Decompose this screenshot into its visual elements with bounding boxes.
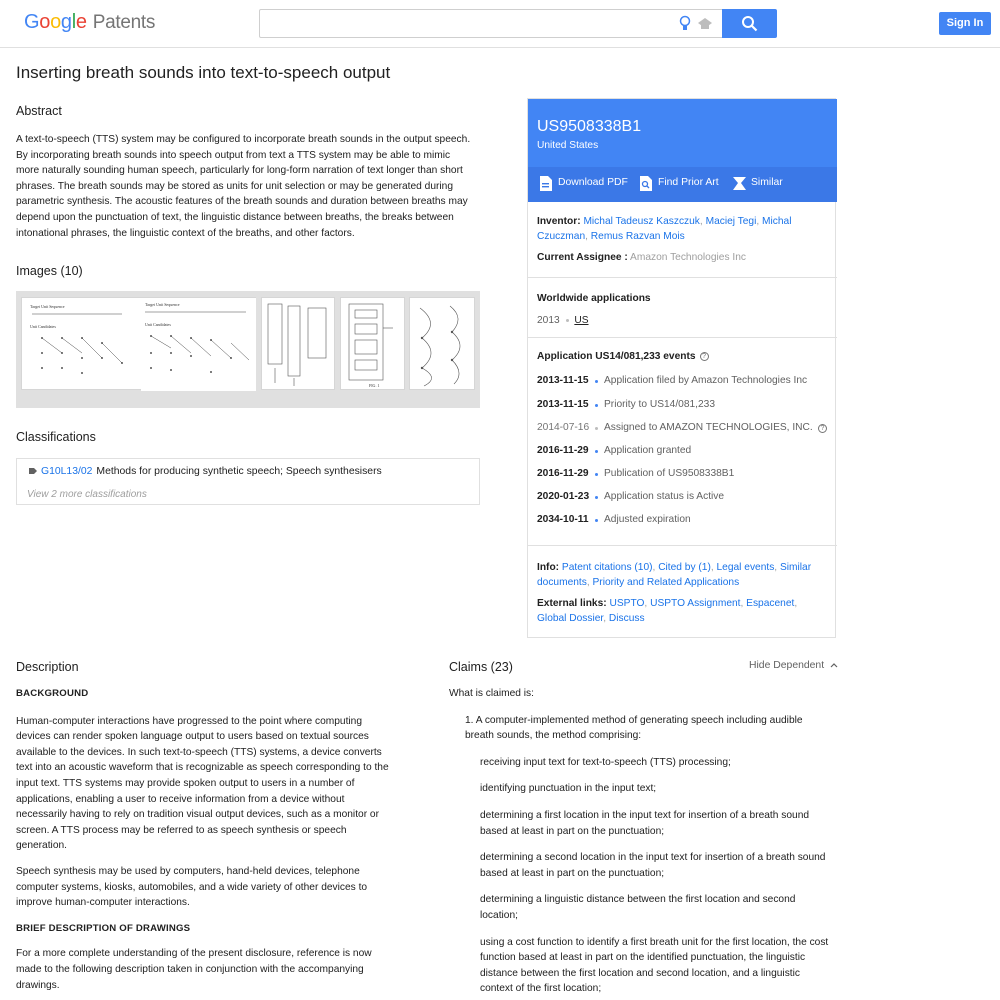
pdf-icon bbox=[539, 176, 552, 191]
search-box[interactable] bbox=[259, 9, 723, 38]
claim-step: determining a linguistic distance between the first location and second location; bbox=[480, 894, 796, 921]
events-heading: Application US14/081,233 events ? bbox=[537, 349, 827, 364]
event-row: 2016-11-29 Publication of US9508338B1 bbox=[537, 468, 735, 479]
description-paragraph: Human-computer interactions have progressed to the point where computing devices can render spoken language output to users based on textual sources available to the devices. In such text-to-speech (TTS) systems, a device converts text into an acoustic waveform that is recognizable as speech corresponding to the input text. TTS systems may provide spoken output to users in a number of applications, enabling a user to receive information from a device without necessarily having to rely on tradition visual output devices, such as a monitor or screen. A TTS process may be referred to as speech synthesis or speech generation. bbox=[16, 715, 389, 852]
dot bbox=[566, 319, 569, 322]
info-link[interactable]: Legal events bbox=[716, 562, 775, 573]
event-row: 2020-01-23 Application status is Active bbox=[537, 491, 725, 502]
classifications-heading: Classifications bbox=[16, 430, 96, 444]
brief-description-heading: BRIEF DESCRIPTION OF DRAWINGS bbox=[16, 922, 191, 934]
info-link[interactable]: Patent citations (10) bbox=[561, 562, 653, 573]
inventor-link[interactable]: Michal Tadeusz Kaszczuk bbox=[583, 216, 700, 227]
event-row: 2013-11-15 Application filed by Amazon Technologies Inc bbox=[537, 375, 808, 386]
thumb-label: Target Unit Sequence bbox=[30, 304, 65, 309]
figure-drawing bbox=[410, 298, 476, 391]
claim-step: determining a second location in the input text for insertion of a breath sound based at least in part on the punctuation; bbox=[480, 852, 826, 879]
similar-label: Similar bbox=[751, 177, 783, 188]
help-icon[interactable]: ? bbox=[700, 352, 709, 361]
scholar-icon[interactable] bbox=[697, 16, 713, 32]
claim-step: identifying punctuation in the input text; bbox=[480, 783, 657, 795]
image-thumbnail-4[interactable] bbox=[340, 297, 405, 390]
worldwide-heading: Worldwide applications bbox=[537, 293, 651, 304]
find-prior-art-label: Find Prior Art bbox=[658, 177, 719, 188]
page-title: Inserting breath sounds into text-to-speech output bbox=[16, 63, 391, 82]
claim-step: determining a first location in the input text for insertion of a breath sound based at least in part on the punctuation; bbox=[480, 809, 810, 837]
inventors: Inventor: Michal Tadeusz Kaszczuk, Maciej Tegi, Michal Czuczman, Remus Razvan Mois bbox=[537, 216, 792, 242]
description-body bbox=[16, 686, 396, 1000]
panel-actions bbox=[528, 167, 837, 202]
logo-google: Google bbox=[24, 11, 87, 33]
image-thumbnail-3[interactable] bbox=[261, 297, 335, 390]
classifications-box bbox=[16, 458, 480, 505]
info-link[interactable]: Cited by (1) bbox=[658, 562, 711, 573]
thumb-label: Target Unit Sequence bbox=[145, 302, 180, 307]
claim-step: receiving input text for text-to-speech (TTS) processing; bbox=[480, 756, 731, 768]
images-heading: Images (10) bbox=[16, 264, 83, 278]
thumb-label: FIG. 1 bbox=[369, 383, 380, 388]
images-strip bbox=[16, 291, 480, 408]
classification-desc: Methods for producing synthetic speech; Speech synthesisers bbox=[96, 466, 382, 477]
lightbulb-icon[interactable] bbox=[678, 15, 692, 33]
background-heading: BACKGROUND bbox=[16, 688, 89, 699]
external-link[interactable]: Espacenet bbox=[746, 598, 795, 609]
worldwide-country-link[interactable]: US bbox=[574, 315, 589, 326]
divider bbox=[528, 545, 837, 546]
event-row: 2014-07-16 Assigned to AMAZON TECHNOLOGIES, INC. ? bbox=[537, 422, 832, 438]
search-icon bbox=[741, 15, 758, 32]
publication-number: US9508338B1 bbox=[537, 118, 642, 135]
search-button[interactable] bbox=[722, 9, 777, 38]
description-heading: Description bbox=[16, 660, 79, 674]
event-row: 2013-11-15 Priority to US14/081,233 bbox=[537, 399, 715, 410]
worldwide-apps bbox=[537, 313, 827, 328]
similar-icon bbox=[733, 176, 746, 191]
patent-info-panel bbox=[527, 98, 836, 638]
event-row: 2016-11-29 Application granted bbox=[537, 445, 692, 456]
event-row: 2034-10-11 Adjusted expiration bbox=[537, 514, 691, 525]
google-patents-logo[interactable] bbox=[24, 11, 155, 34]
claim-1: 1. A computer-implemented method of generating speech including audible breath sounds, the method comprising: bbox=[465, 714, 803, 742]
info-link[interactable]: Similar documents bbox=[537, 562, 812, 588]
abstract-heading: Abstract bbox=[16, 104, 62, 118]
thumb-label: Unit Candidates bbox=[145, 322, 171, 327]
chevron-up-icon bbox=[830, 662, 838, 668]
claims-heading: Claims (23) bbox=[449, 660, 513, 674]
classification-code-link[interactable]: G10L13/02 bbox=[41, 466, 93, 477]
top-bar bbox=[0, 0, 1000, 48]
claim-step: using a cost function to identify a first breath unit for the first location, the cost function based at least in part on the identified punctuation, the linguistic distance between the first location and second location, and a linguistic context of the first location; bbox=[480, 936, 829, 995]
divider bbox=[528, 277, 837, 278]
figure-drawing bbox=[141, 298, 256, 389]
external-links: External links: USPTO, USPTO Assignment, Espacenet, Global Dossier, Discuss bbox=[537, 598, 798, 624]
external-link[interactable]: USPTO bbox=[609, 598, 645, 609]
figure-drawing bbox=[341, 298, 406, 391]
external-link[interactable]: Discuss bbox=[608, 613, 645, 624]
claims-intro: What is claimed is: bbox=[449, 688, 534, 699]
inventor-link[interactable]: Maciej Tegi bbox=[705, 216, 757, 227]
external-link[interactable]: USPTO Assignment bbox=[650, 598, 741, 609]
description-paragraph: Speech synthesis may be used by computers, hand-held devices, telephone computer systems, kiosks, automobiles, and a wide variety of other devices to improve human-computer interactions. bbox=[16, 865, 368, 909]
info-links: Info: Patent citations (10), Cited by (1), Legal events, Similar documents, Priority and Related Applications bbox=[537, 562, 812, 588]
worldwide-year: 2013 bbox=[537, 315, 560, 326]
abstract-text: A text-to-speech (TTS) system may be configured to incorporate breath sounds in the output speech. By incorporating breath sounds into speech output from text a TTS system may be able to mimic more naturally sounding human speech, particularly for long-form narration of text longer than short phrases. The breath sounds may be stored as units for unit selection or may be generated during parametric synthesis. The acoustic features of the breath sounds and duration between breaths may depend upon the punctuation of text, the linguistic distance between breaths, the breaks between intonational phrases, the linguistic context of the breaths, and other factors. bbox=[16, 134, 471, 239]
current-assignee bbox=[537, 250, 827, 265]
classification-row bbox=[29, 466, 382, 477]
more-classifications-link[interactable]: View 2 more classifications bbox=[27, 489, 147, 500]
logo-patents: Patents bbox=[92, 12, 156, 33]
inventor-link[interactable]: Remus Razvan Mois bbox=[590, 231, 685, 242]
country: United States bbox=[537, 140, 599, 151]
thumb-label: Unit Candidates bbox=[30, 324, 56, 329]
assignee-label: Current Assignee : bbox=[537, 252, 628, 263]
image-thumbnail-5[interactable] bbox=[409, 297, 475, 390]
prior-art-icon bbox=[639, 176, 652, 191]
description-paragraph: For a more complete understanding of the present disclosure, reference is now made to the following description taken in conjunction with the accompanying drawings. bbox=[16, 948, 372, 991]
external-link[interactable]: Global Dossier bbox=[537, 613, 604, 624]
tag-icon bbox=[29, 467, 37, 475]
search-input[interactable] bbox=[266, 14, 666, 34]
assignee-value: Amazon Technologies Inc bbox=[630, 252, 746, 263]
inventor-label: Inventor: bbox=[537, 216, 581, 227]
hide-dependent-label: Hide Dependent bbox=[749, 660, 825, 671]
info-link[interactable]: Priority and Related Applications bbox=[592, 577, 740, 588]
sign-in-button[interactable]: Sign In bbox=[939, 12, 991, 35]
image-thumbnail-2[interactable] bbox=[141, 298, 256, 391]
divider bbox=[528, 337, 837, 338]
figure-drawing bbox=[262, 298, 336, 391]
claims-body bbox=[449, 686, 829, 1000]
help-icon[interactable]: ? bbox=[818, 424, 827, 433]
panel-header bbox=[528, 99, 837, 167]
download-pdf-label: Download PDF bbox=[558, 177, 628, 188]
inventor-link[interactable]: Michal Czuczman bbox=[537, 216, 792, 242]
hide-dependent-button[interactable] bbox=[749, 660, 838, 671]
